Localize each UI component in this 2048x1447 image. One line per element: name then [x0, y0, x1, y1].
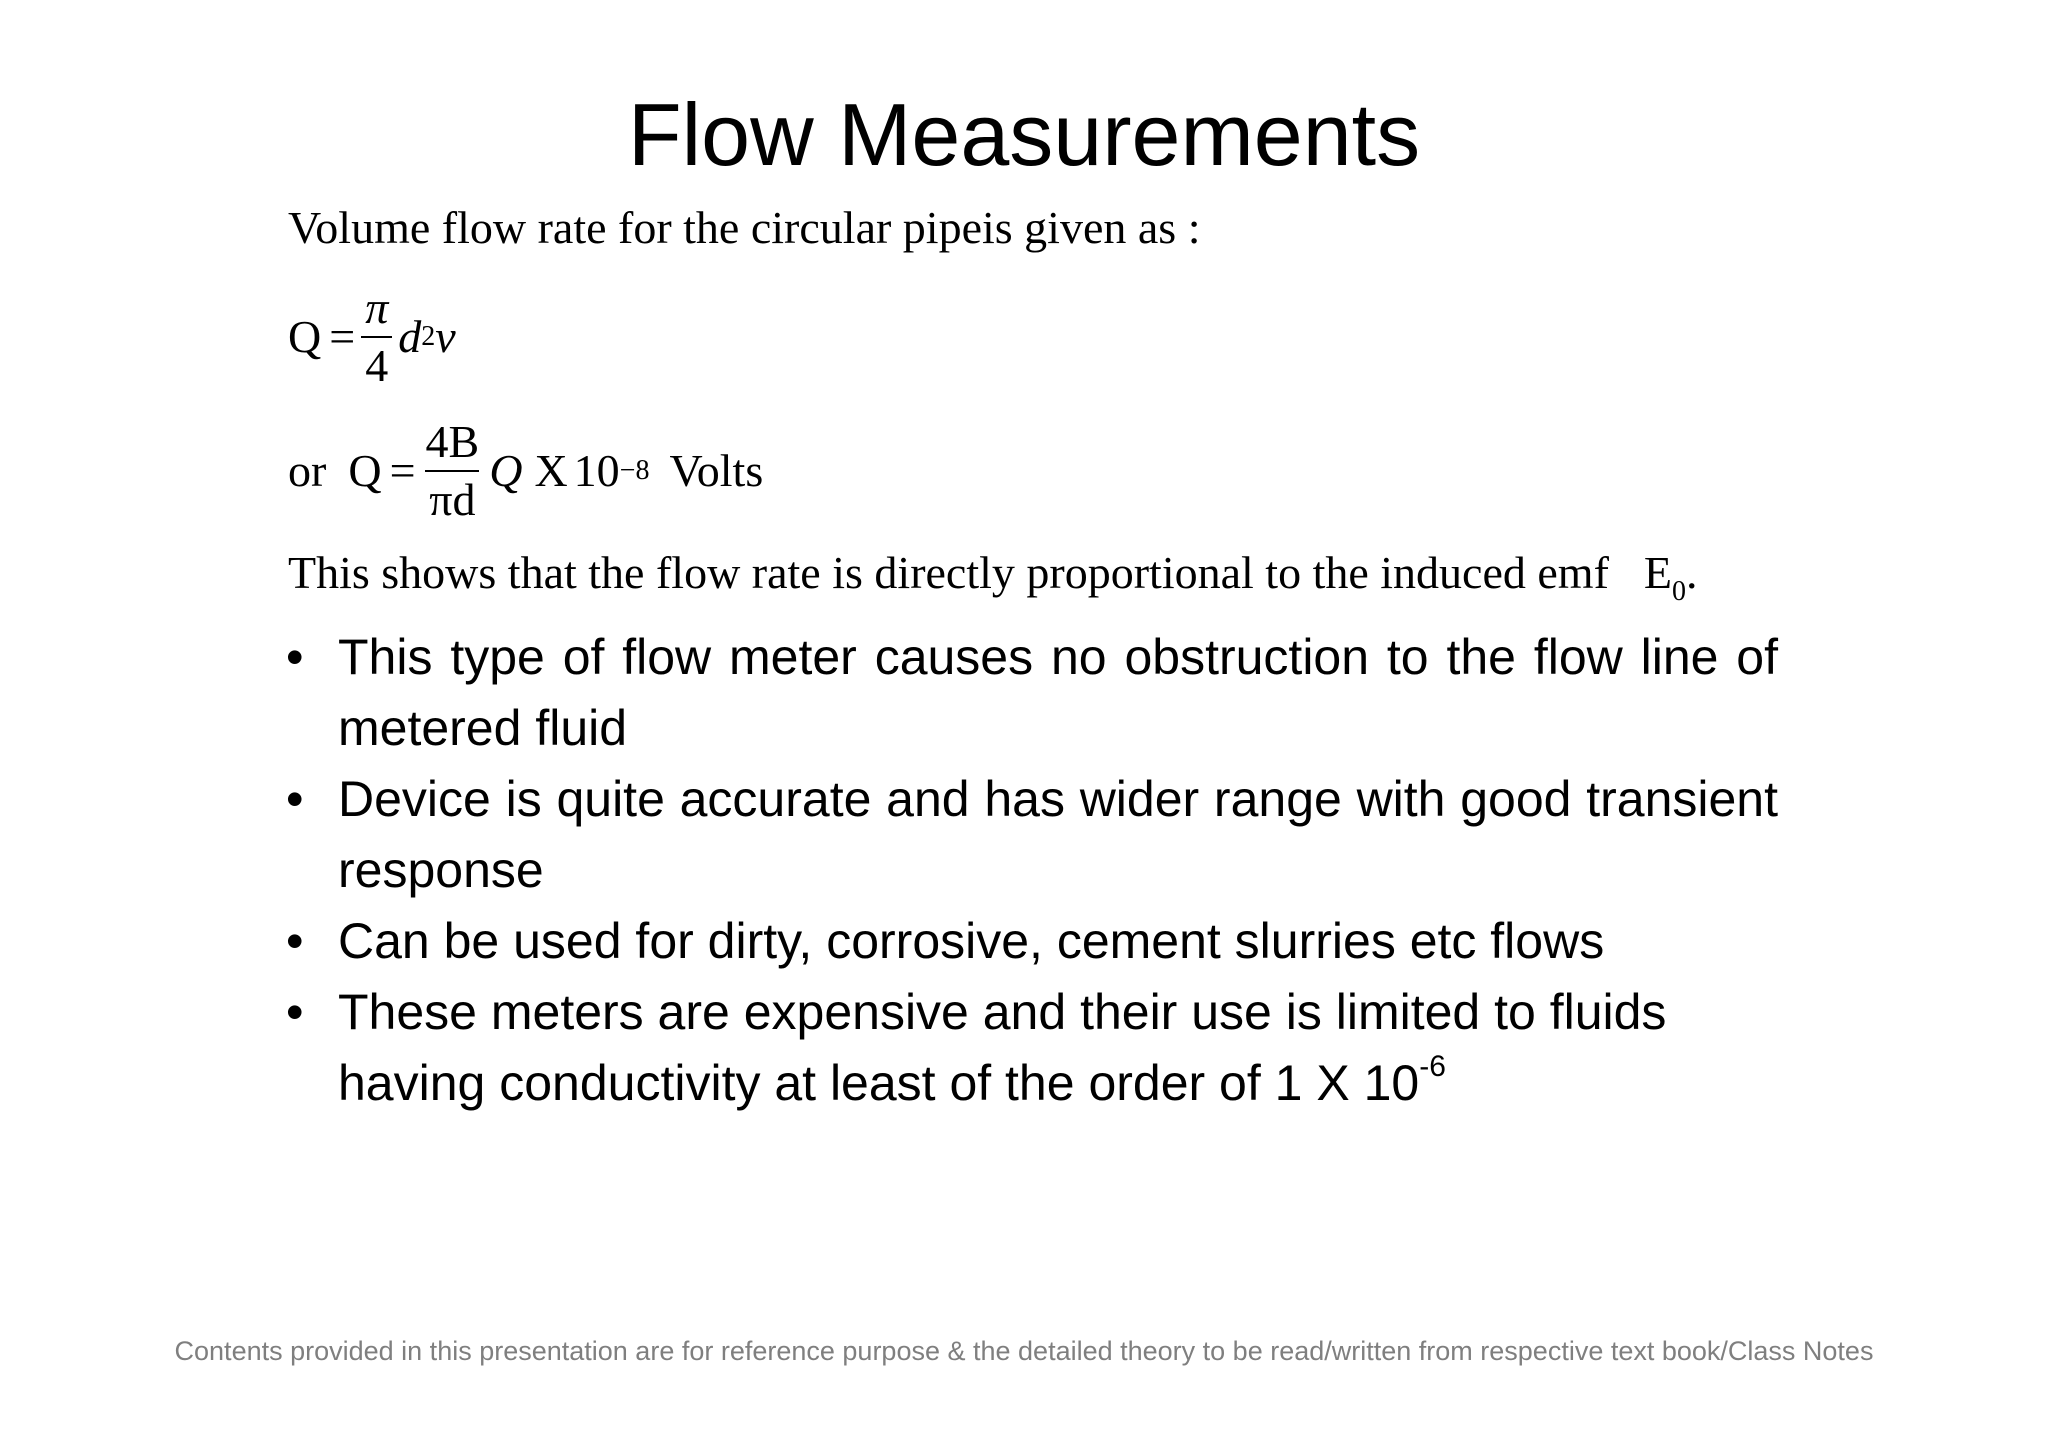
eq1-var-v: v: [435, 311, 456, 362]
eq2-var-q: Q: [489, 445, 523, 496]
eq2-fraction: [422, 416, 484, 526]
eq2-denominator: πd: [425, 470, 479, 526]
statement-period: .: [1686, 547, 1698, 598]
list-item: [286, 977, 1778, 1119]
bullet-text: These meters are expensive and their use is limited to fluids having conductivity at least of the order of 1 X 10: [338, 984, 1667, 1111]
eq2-base: 10: [573, 445, 620, 496]
equation-volume-flow: Q = $\frac{\pi}{4}$ d 2 v: [288, 282, 456, 391]
bullet-marker: •: [286, 984, 304, 1040]
slide-title: Flow Measurements: [627, 85, 1421, 184]
bullet-text: Device is quite accurate and has wider range with good transient response: [338, 771, 1778, 898]
emf-symbol: E: [1643, 547, 1673, 598]
eq1-lhs: Q: [288, 311, 322, 362]
eq1-equals: =: [329, 311, 356, 362]
eq2-times: X: [534, 445, 568, 496]
bullet-list: [286, 622, 1778, 1119]
footer-disclaimer: Contents provided in this presentation are for reference purpose & the detailed theory to be read/written from respective text book/Class Notes: [174, 1336, 1874, 1366]
eq2-equals: =: [389, 445, 416, 496]
eq1-var-d: d: [398, 311, 422, 362]
list-item: [286, 622, 1778, 764]
eq2-lhs: Q: [348, 445, 382, 496]
bullet-marker: •: [286, 771, 304, 827]
bullet-marker: •: [286, 913, 304, 969]
bullet-text: This type of flow meter causes no obstruction to the flow line of metered fluid: [338, 629, 1778, 756]
eq1-denominator: 4: [361, 336, 392, 392]
bullet-superscript: -6: [1419, 1050, 1446, 1083]
eq2-unit: Volts: [669, 445, 764, 496]
proportional-statement: [288, 545, 1698, 607]
list-item: [286, 764, 1778, 906]
bullet-marker: •: [286, 629, 304, 685]
eq1-fraction: [361, 282, 392, 392]
eq2-prefix: or: [288, 445, 327, 496]
list-item: [286, 906, 1778, 977]
proportional-text: This shows that the flow rate is directly proportional to the induced emf: [288, 547, 1609, 598]
emf-subscript: 0: [1672, 576, 1687, 607]
intro-line: Volume flow rate for the circular pipeis given as :: [288, 202, 1201, 253]
bullet-text: Can be used for dirty, corrosive, cement slurries etc flows: [338, 913, 1605, 969]
equation-induced-emf: or Q = $\frac{4B}{\pi d}$ Q X 10 −8 Volts: [288, 416, 764, 525]
eq1-numerator: π: [365, 282, 389, 333]
eq2-numerator: 4B: [425, 416, 480, 467]
